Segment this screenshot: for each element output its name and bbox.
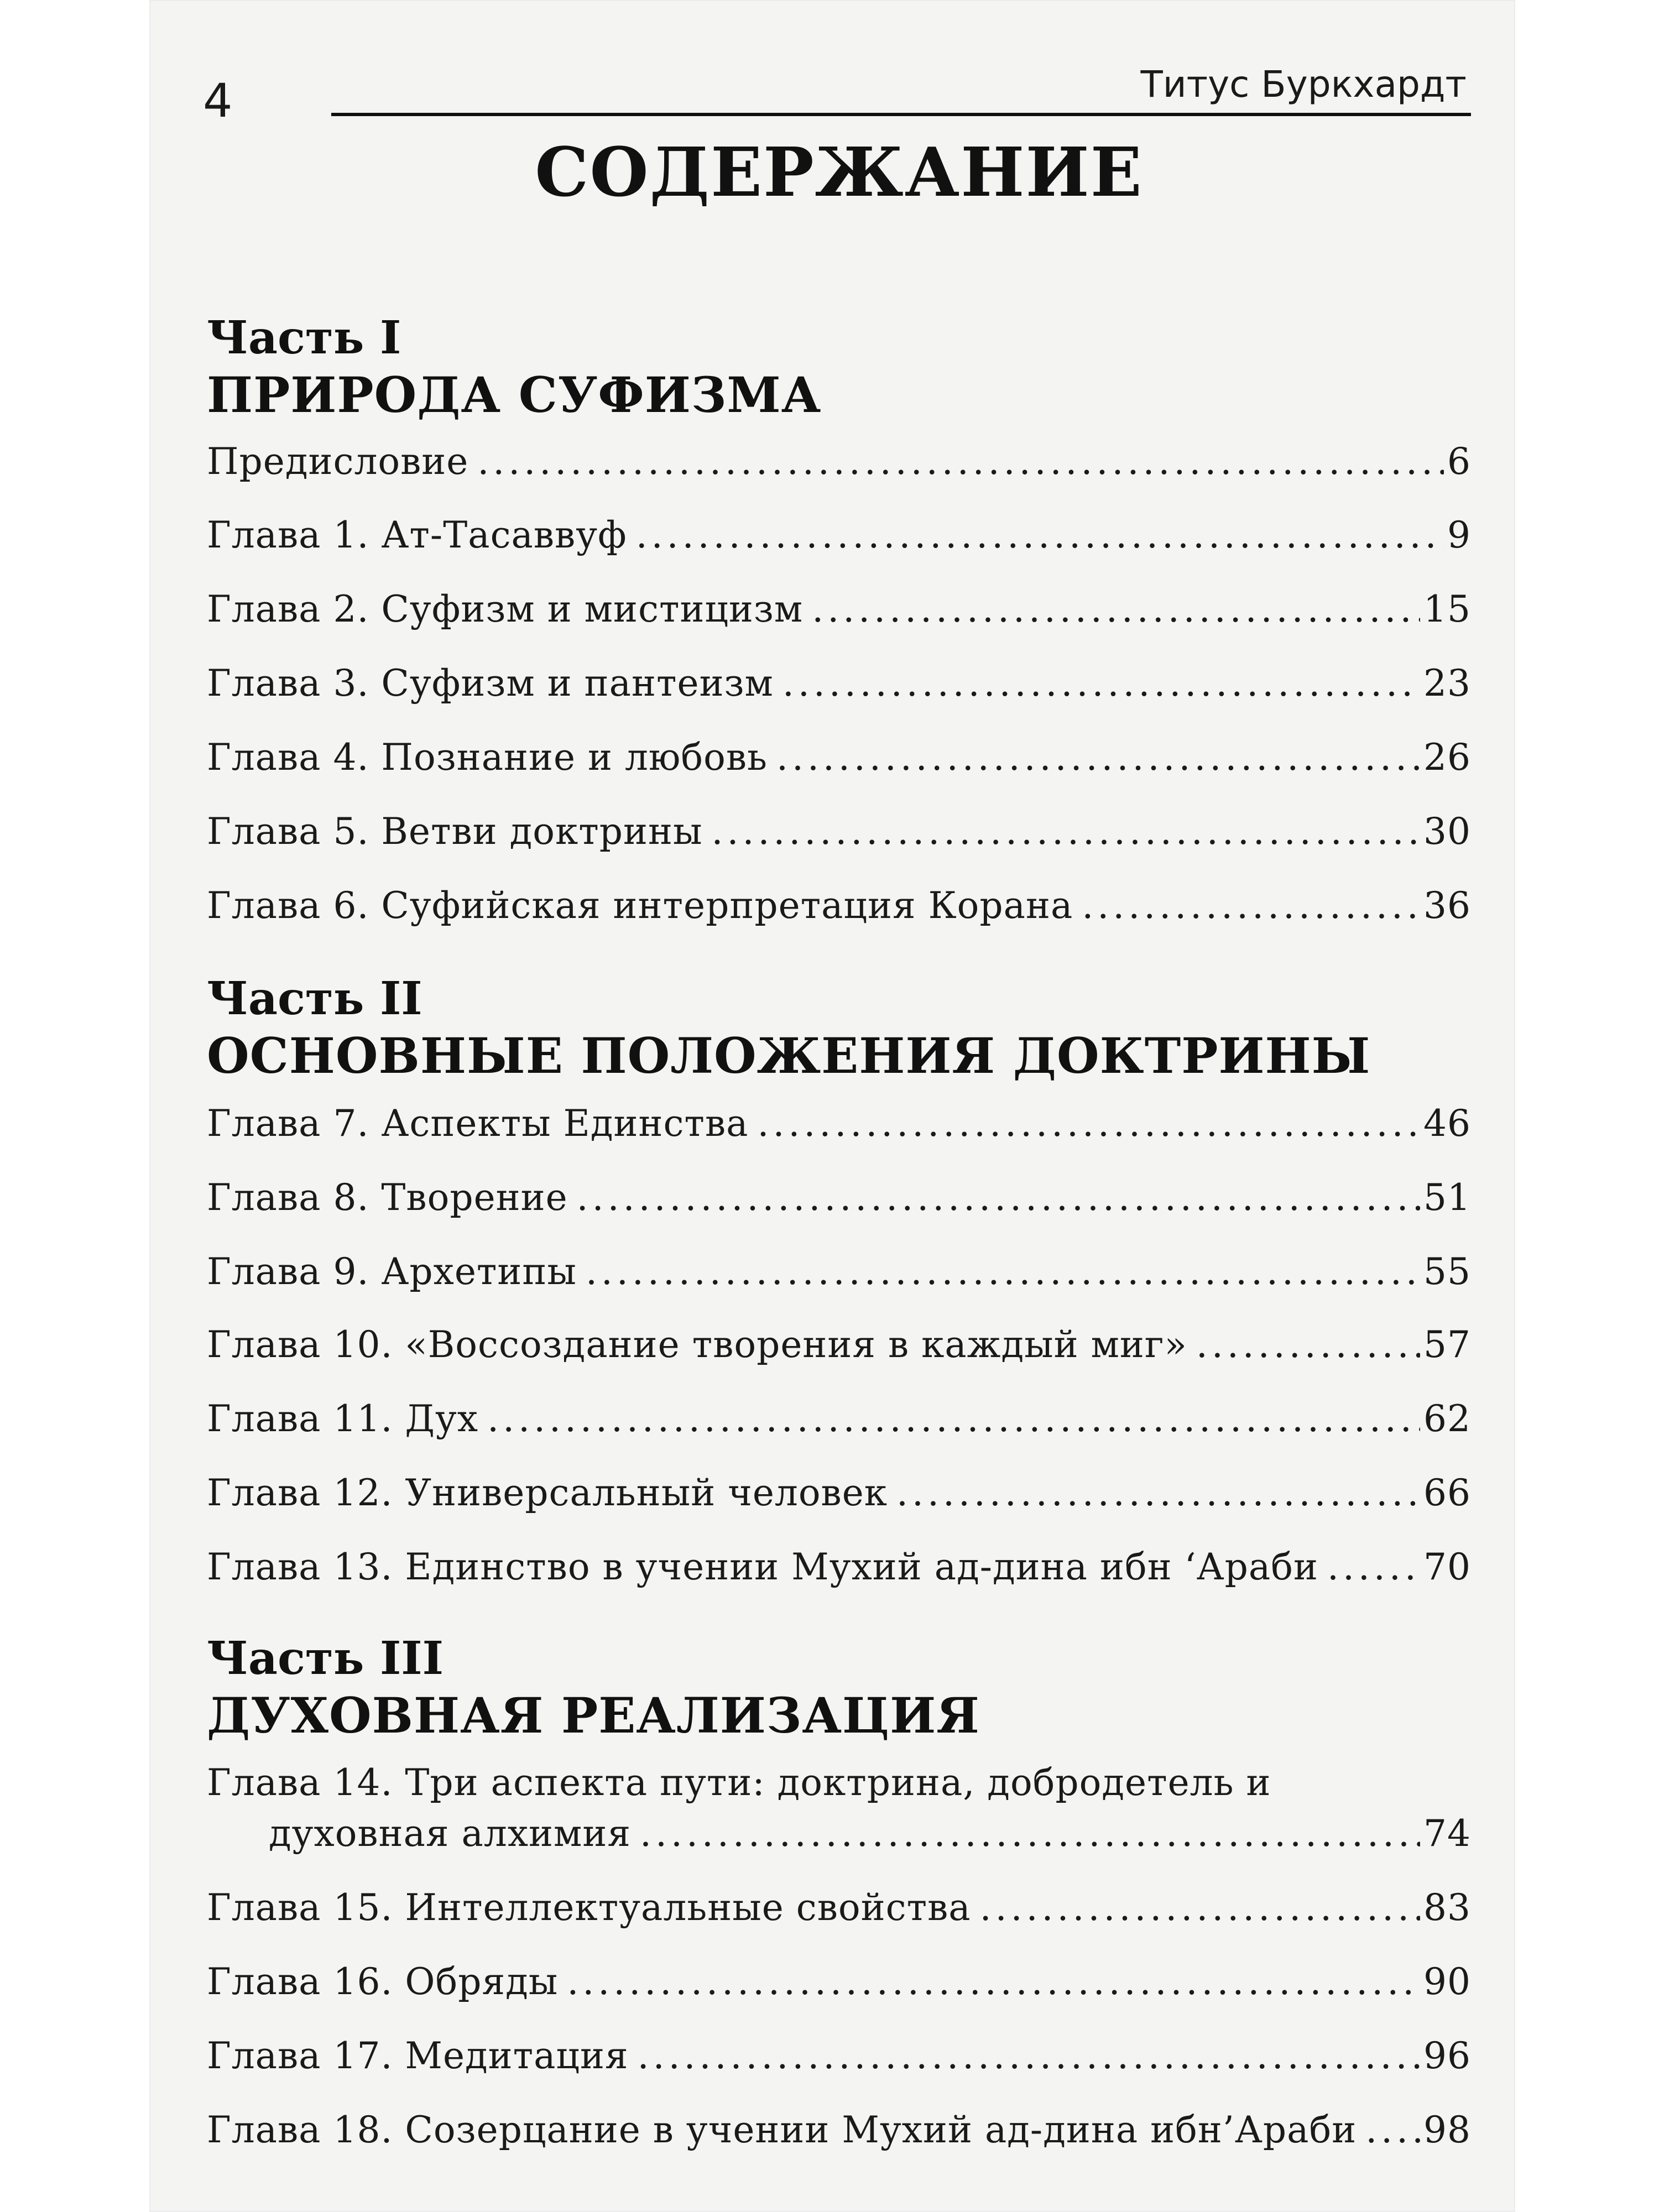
- toc-entry-page: 6: [1447, 440, 1471, 483]
- toc-entry[interactable]: [207, 1250, 1471, 1294]
- toc-entry-title: Глава 4. Познание и любовь: [207, 736, 768, 779]
- dot-leader: [812, 587, 1420, 632]
- dot-leader: [638, 2034, 1420, 2078]
- dot-leader: [980, 1886, 1420, 1930]
- header-rule: [331, 113, 1471, 116]
- toc-entry-title: Глава 15. Интеллектуальные свойства: [207, 1886, 971, 1929]
- dot-leader: [1327, 1545, 1420, 1589]
- toc-entry[interactable]: [207, 2108, 1471, 2152]
- running-head-author: Титус Буркхардт: [1140, 63, 1467, 106]
- dot-leader: [896, 1471, 1420, 1515]
- toc-entry-title: Глава 2. Суфизм и мистицизм: [207, 588, 804, 630]
- toc-entry-title: Глава 5. Ветви доктрины: [207, 810, 703, 853]
- dot-leader: [1365, 2108, 1420, 2152]
- dot-leader: [1196, 1323, 1420, 1367]
- toc-entry-page: 51: [1423, 1176, 1471, 1219]
- toc-entry-title: Глава 13. Единство в учении Мухий ад-дина ибн ‘Араби: [207, 1546, 1318, 1588]
- dot-leader: [567, 1960, 1420, 2004]
- toc-entry-title: Глава 1. Ат-Тасаввуф: [207, 514, 627, 556]
- toc-entry-title: Глава 11. Дух: [207, 1397, 479, 1440]
- toc-entry-page: 96: [1423, 2034, 1471, 2077]
- toc-entry-page: 26: [1423, 736, 1471, 779]
- toc-entry[interactable]: [207, 1545, 1471, 1589]
- dot-leader: [636, 513, 1444, 557]
- dot-leader: [477, 440, 1444, 484]
- toc-entry[interactable]: [207, 884, 1471, 928]
- toc-entry-page: 36: [1423, 884, 1471, 927]
- toc-entry[interactable]: [207, 513, 1471, 557]
- toc-entry[interactable]: [207, 1960, 1471, 2004]
- toc-entry[interactable]: [207, 2034, 1471, 2078]
- dot-leader: [782, 661, 1420, 706]
- book-page: [149, 0, 1515, 2212]
- toc-entry[interactable]: [207, 735, 1471, 780]
- toc-entry-title: Глава 12. Универсальный человек: [207, 1472, 888, 1514]
- toc-entry-page: 46: [1423, 1102, 1471, 1145]
- toc-entry-page: 83: [1423, 1886, 1471, 1929]
- toc-entry[interactable]: [207, 1102, 1471, 1146]
- toc-entry-title: Глава 9. Архетипы: [207, 1250, 577, 1293]
- toc-entry-page: 90: [1423, 1960, 1471, 2003]
- toc-entry-page: 70: [1423, 1546, 1471, 1588]
- toc-entry-page: 74: [1423, 1812, 1471, 1855]
- dot-leader: [577, 1176, 1420, 1220]
- toc-entry-title: Глава 18. Созерцание в учении Мухий ад-дина ибн’Араби: [207, 2109, 1357, 2151]
- dot-leader: [776, 735, 1420, 780]
- toc-entry-page: 57: [1423, 1323, 1471, 1366]
- part-2-label: Часть II: [207, 972, 422, 1025]
- dot-leader: [1082, 884, 1420, 928]
- toc-entry-title: Глава 6. Суфийская интерпретация Корана: [207, 884, 1073, 927]
- dot-leader: [487, 1397, 1420, 1441]
- toc-entry-title: Глава 16. Обряды: [207, 1960, 559, 2003]
- toc-entry[interactable]: [207, 661, 1471, 706]
- part-3-title: ДУХОВНАЯ РЕАЛИЗАЦИЯ: [207, 1687, 980, 1744]
- toc-entry[interactable]: [207, 1397, 1471, 1441]
- toc-entry[interactable]: [207, 1176, 1471, 1220]
- toc-entry[interactable]: [207, 810, 1471, 854]
- dot-leader: [586, 1250, 1420, 1294]
- toc-entry-page: 9: [1447, 514, 1471, 556]
- toc-entry[interactable]: [207, 440, 1471, 484]
- toc-entry[interactable]: [207, 1471, 1471, 1515]
- toc-entry-page: 66: [1423, 1472, 1471, 1514]
- toc-entry-page: 15: [1423, 588, 1471, 630]
- toc-entry-title: Глава 10. «Воссоздание творения в каждый миг»: [207, 1323, 1187, 1366]
- toc-entry-page: 23: [1423, 662, 1471, 705]
- toc-entry-page: 62: [1423, 1397, 1471, 1440]
- toc-entry-title: Глава 17. Медитация: [207, 2034, 629, 2077]
- part-1-label: Часть I: [207, 311, 401, 364]
- toc-entry-page: 30: [1423, 810, 1471, 853]
- part-2-title: ОСНОВНЫЕ ПОЛОЖЕНИЯ ДОКТРИНЫ: [207, 1027, 1371, 1084]
- dot-leader: [640, 1812, 1420, 1856]
- toc-entry-page: 98: [1423, 2109, 1471, 2151]
- page-header: [203, 63, 1471, 128]
- toc-entry-first-line[interactable]: Глава 14. Три аспекта пути: доктрина, добродетель и: [207, 1761, 1271, 1804]
- part-1-title: ПРИРОДА СУФИЗМА: [207, 366, 822, 424]
- toc-title: СОДЕРЖАНИЕ: [535, 132, 1143, 212]
- toc-entry-title: Глава 3. Суфизм и пантеизм: [207, 662, 774, 705]
- dot-leader: [757, 1102, 1420, 1146]
- toc-entry[interactable]: [269, 1812, 1471, 1856]
- toc-entry[interactable]: [207, 1323, 1471, 1367]
- toc-entry-page: 55: [1423, 1250, 1471, 1293]
- toc-entry[interactable]: [207, 1886, 1471, 1930]
- toc-entry-title: Предисловие: [207, 440, 469, 483]
- toc-entry-continuation: духовная алхимия: [269, 1812, 631, 1855]
- toc-entry-title: Глава 7. Аспекты Единства: [207, 1102, 749, 1145]
- toc-entry[interactable]: [207, 587, 1471, 632]
- toc-entry-title: Глава 8. Творение: [207, 1176, 568, 1219]
- part-3-label: Часть III: [207, 1632, 444, 1685]
- dot-leader: [712, 810, 1421, 854]
- page-number: 4: [203, 74, 233, 128]
